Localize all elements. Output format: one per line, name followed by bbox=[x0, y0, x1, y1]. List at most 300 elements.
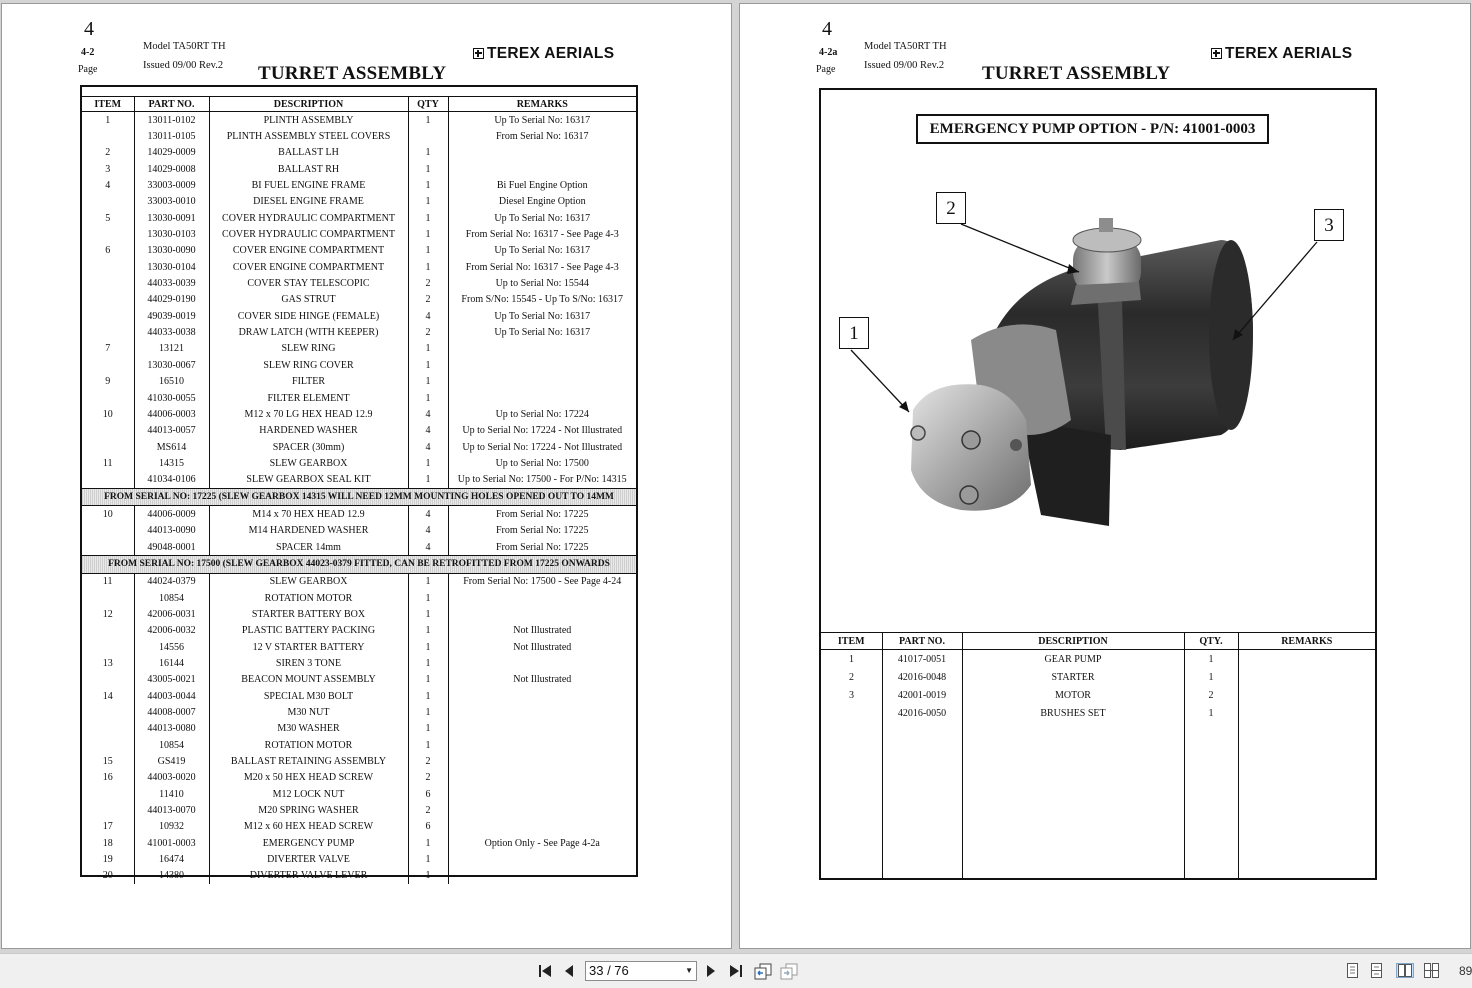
cell-qty: 4 bbox=[408, 439, 448, 455]
page-label: Page bbox=[816, 64, 836, 75]
cell-item: 11 bbox=[102, 457, 113, 469]
serial-range-banner bbox=[82, 488, 636, 505]
cell-qty: 1 bbox=[408, 835, 448, 851]
parts-table-header bbox=[821, 633, 1375, 650]
cell-remarks: Not Illustrated bbox=[448, 672, 636, 688]
cell-part-no: 44006-0009 bbox=[134, 506, 209, 523]
cell-qty: 1 bbox=[408, 455, 448, 471]
cell-remarks bbox=[448, 145, 636, 161]
cell-qty: 1 bbox=[408, 374, 448, 390]
cell-item: 17 bbox=[102, 821, 113, 833]
cell-qty: 1 bbox=[408, 226, 448, 242]
table-row bbox=[82, 523, 636, 539]
table-row bbox=[82, 704, 636, 720]
cell-item: 1 bbox=[105, 114, 111, 126]
cell-description: M12 x 60 HEX HEAD SCREW bbox=[209, 819, 408, 835]
cell-part-no: 10854 bbox=[134, 737, 209, 753]
table-row bbox=[82, 606, 636, 622]
brand-logo bbox=[473, 45, 614, 63]
table-row bbox=[82, 374, 636, 390]
cell-remarks: From S/No: 15545 - Up To S/No: 16317 bbox=[448, 292, 636, 308]
cell-item bbox=[82, 721, 134, 737]
cell-qty: 1 bbox=[1208, 707, 1214, 719]
cell-remarks: Up to Serial No: 17224 bbox=[448, 406, 636, 422]
cell-description: PLINTH ASSEMBLY bbox=[209, 112, 408, 129]
cell-description: SLEW GEARBOX bbox=[209, 573, 408, 590]
cell-qty: 1 bbox=[408, 639, 448, 655]
cell-description: BALLAST RETAINING ASSEMBLY bbox=[209, 753, 408, 769]
cell-description: DIVERTER VALVE bbox=[209, 851, 408, 867]
cell-item: 20 bbox=[102, 870, 113, 882]
two-page-icon[interactable] bbox=[1396, 963, 1414, 978]
cell-qty: 4 bbox=[408, 506, 448, 523]
diagram-frame bbox=[819, 88, 1377, 880]
cell-item: 10 bbox=[102, 408, 113, 420]
go-back-view-icon[interactable] bbox=[754, 963, 772, 984]
cell-part-no: 44024-0379 bbox=[134, 573, 209, 590]
cell-description: M20 SPRING WASHER bbox=[209, 802, 408, 818]
cell-description: SPACER (30mm) bbox=[209, 439, 408, 455]
table-row bbox=[82, 688, 636, 704]
cell-item bbox=[82, 259, 134, 275]
cell-remarks bbox=[448, 655, 636, 671]
cell-qty: 1 bbox=[408, 161, 448, 177]
col-qty: QTY. bbox=[1184, 633, 1238, 650]
model-label: Model TA50RT TH bbox=[143, 41, 226, 52]
cell-part-no: 33003-0009 bbox=[134, 177, 209, 193]
cell-qty: 1 bbox=[408, 112, 448, 129]
cell-qty bbox=[408, 128, 448, 144]
cell-part-no: 13030-0067 bbox=[134, 357, 209, 373]
cell-part-no: 16144 bbox=[134, 655, 209, 671]
cell-part-no: 41034-0106 bbox=[134, 472, 209, 489]
col-item: ITEM bbox=[821, 633, 882, 650]
cell-remarks bbox=[448, 851, 636, 867]
table-row bbox=[82, 672, 636, 688]
cell-qty: 1 bbox=[408, 851, 448, 867]
cell-description: M30 NUT bbox=[209, 704, 408, 720]
cell-remarks: Up to Serial No: 15544 bbox=[448, 275, 636, 291]
cell-part-no: 41030-0055 bbox=[134, 390, 209, 406]
page-title: TURRET ASSEMBLY bbox=[258, 63, 447, 84]
cell-remarks: Up to Serial No: 17224 - Not Illustrated bbox=[448, 439, 636, 455]
cell-qty: 1 bbox=[1208, 653, 1214, 665]
go-forward-view-icon[interactable] bbox=[780, 963, 798, 984]
cell-description: M12 LOCK NUT bbox=[209, 786, 408, 802]
zoom-level[interactable]: 89 bbox=[1459, 964, 1472, 978]
cell-item bbox=[82, 623, 134, 639]
cell-remarks bbox=[448, 786, 636, 802]
cell-part-no: 13030-0103 bbox=[134, 226, 209, 242]
cell-item: 6 bbox=[105, 245, 111, 257]
cell-item: 14 bbox=[102, 690, 113, 702]
table-row bbox=[82, 573, 636, 590]
col-part-no: PART NO. bbox=[882, 633, 962, 650]
table-row bbox=[82, 292, 636, 308]
cell-item bbox=[82, 390, 134, 406]
cell-part-no: 43005-0021 bbox=[134, 672, 209, 688]
cell-description: GEAR PUMP bbox=[1044, 653, 1102, 665]
cell-qty: 4 bbox=[408, 308, 448, 324]
table-row bbox=[82, 655, 636, 671]
cell-part-no: 13121 bbox=[134, 341, 209, 357]
col-qty: QTY bbox=[408, 97, 448, 112]
banner-text: FROM SERIAL NO: 17500 (SLEW GEARBOX 44023-0379 FITTED, CAN BE RETROFITTED FROM 17225 ONWARDS bbox=[82, 556, 636, 573]
cell-remarks: From Serial No: 17500 - See Page 4-24 bbox=[448, 573, 636, 590]
cell-item: 18 bbox=[102, 837, 113, 849]
cell-qty: 1 bbox=[408, 259, 448, 275]
table-row bbox=[82, 868, 636, 884]
cell-item: 9 bbox=[105, 376, 111, 388]
cell-item bbox=[82, 275, 134, 291]
col-remarks: REMARKS bbox=[1238, 633, 1375, 650]
cell-qty: 1 bbox=[408, 623, 448, 639]
table-row bbox=[82, 639, 636, 655]
cell-description: M12 x 70 LG HEX HEAD 12.9 bbox=[209, 406, 408, 422]
cell-part-no: 14380 bbox=[134, 868, 209, 884]
cell-description: DIESEL ENGINE FRAME bbox=[209, 194, 408, 210]
cell-description: HARDENED WASHER bbox=[209, 423, 408, 439]
cell-part-no: 44003-0020 bbox=[134, 770, 209, 786]
cell-remarks bbox=[448, 737, 636, 753]
cell-part-no: 16474 bbox=[134, 851, 209, 867]
cell-part-no: 44033-0038 bbox=[134, 324, 209, 340]
cell-description: M30 WASHER bbox=[209, 721, 408, 737]
table-row bbox=[82, 539, 636, 556]
table-row bbox=[82, 819, 636, 835]
table-row bbox=[82, 406, 636, 422]
cell-part-no: 44013-0080 bbox=[134, 721, 209, 737]
cell-part-no: 41017-0051 bbox=[897, 653, 947, 665]
col-part-no: PART NO. bbox=[134, 97, 209, 112]
page-title: TURRET ASSEMBLY bbox=[982, 63, 1171, 84]
cell-description: COVER SIDE HINGE (FEMALE) bbox=[209, 308, 408, 324]
cell-part-no: 10932 bbox=[134, 819, 209, 835]
cell-part-no: GS419 bbox=[134, 753, 209, 769]
cell-description: M20 x 50 HEX HEAD SCREW bbox=[209, 770, 408, 786]
cell-part-no: 42016-0050 bbox=[897, 707, 947, 719]
cell-qty: 1 bbox=[408, 737, 448, 753]
cell-qty: 4 bbox=[408, 539, 448, 556]
banner-text: FROM SERIAL NO: 17225 (SLEW GEARBOX 14315 WILL NEED 12MM MOUNTING HOLES OPENED OUT TO 14MM bbox=[82, 488, 636, 505]
cell-part-no: 33003-0010 bbox=[134, 194, 209, 210]
cell-description: COVER STAY TELESCOPIC bbox=[209, 275, 408, 291]
page-label: Page bbox=[78, 64, 98, 75]
cell-description: BEACON MOUNT ASSEMBLY bbox=[209, 672, 408, 688]
cell-description: GAS STRUT bbox=[209, 292, 408, 308]
cell-item: 19 bbox=[102, 854, 113, 866]
cell-item bbox=[82, 704, 134, 720]
cell-item: 16 bbox=[102, 772, 113, 784]
cell-item bbox=[82, 439, 134, 455]
cell-qty: 1 bbox=[408, 590, 448, 606]
cell-description: ROTATION MOTOR bbox=[209, 737, 408, 753]
cell-item bbox=[82, 672, 134, 688]
cell-remarks: From Serial No: 17225 bbox=[448, 523, 636, 539]
col-description: DESCRIPTION bbox=[209, 97, 408, 112]
col-description: DESCRIPTION bbox=[962, 633, 1184, 650]
cell-description: MOTOR bbox=[1055, 689, 1091, 701]
cell-description: PLASTIC BATTERY PACKING bbox=[209, 623, 408, 639]
cell-description: FILTER bbox=[209, 374, 408, 390]
cell-remarks: From Serial No: 16317 bbox=[448, 128, 636, 144]
cell-part-no: 13030-0104 bbox=[134, 259, 209, 275]
cell-description: COVER HYDRAULIC COMPARTMENT bbox=[209, 210, 408, 226]
table-row bbox=[82, 161, 636, 177]
cell-item bbox=[82, 590, 134, 606]
cell-description: M14 x 70 HEX HEAD 12.9 bbox=[209, 506, 408, 523]
cell-qty: 1 bbox=[408, 341, 448, 357]
cell-item: 11 bbox=[102, 576, 113, 588]
parts-table bbox=[82, 96, 636, 884]
cell-remarks: Up to Serial No: 17500 bbox=[448, 455, 636, 471]
cell-qty: 4 bbox=[408, 423, 448, 439]
cell-part-no: 44013-0090 bbox=[134, 523, 209, 539]
table-row bbox=[82, 275, 636, 291]
cell-qty: 2 bbox=[408, 802, 448, 818]
table-row bbox=[82, 802, 636, 818]
cell-remarks: Up To Serial No: 16317 bbox=[448, 210, 636, 226]
left-page bbox=[1, 3, 732, 949]
col-item: ITEM bbox=[82, 97, 134, 112]
cell-remarks: From Serial No: 17225 bbox=[448, 539, 636, 556]
cell-remarks bbox=[448, 753, 636, 769]
cell-part-no: 14029-0008 bbox=[134, 161, 209, 177]
cell-part-no: 44008-0007 bbox=[134, 704, 209, 720]
table-row bbox=[82, 390, 636, 406]
cell-description: SLEW GEARBOX SEAL KIT bbox=[209, 472, 408, 489]
cell-item bbox=[82, 423, 134, 439]
single-page-icon[interactable] bbox=[1346, 963, 1359, 978]
cell-description: DRAW LATCH (WITH KEEPER) bbox=[209, 324, 408, 340]
table-row bbox=[82, 472, 636, 489]
cell-description: BI FUEL ENGINE FRAME bbox=[209, 177, 408, 193]
serial-range-banner bbox=[82, 556, 636, 573]
cell-qty: 1 bbox=[408, 177, 448, 193]
next-page-icon[interactable] bbox=[705, 964, 717, 982]
two-page-continuous-icon[interactable] bbox=[1424, 963, 1439, 978]
cell-description: BALLAST LH bbox=[209, 145, 408, 161]
cell-qty: 1 bbox=[408, 390, 448, 406]
cell-description: ROTATION MOTOR bbox=[209, 590, 408, 606]
cell-item bbox=[82, 226, 134, 242]
cell-item: 2 bbox=[849, 671, 854, 683]
cell-qty: 1 bbox=[408, 472, 448, 489]
table-row bbox=[82, 357, 636, 373]
cell-description: SLEW RING COVER bbox=[209, 357, 408, 373]
cell-description: PLINTH ASSEMBLY STEEL COVERS bbox=[209, 128, 408, 144]
page-number-input[interactable] bbox=[585, 961, 697, 981]
cell-item bbox=[82, 539, 134, 556]
cell-part-no: 44033-0039 bbox=[134, 275, 209, 291]
cell-item bbox=[82, 786, 134, 802]
cell-qty: 1 bbox=[408, 704, 448, 720]
parts-table-header bbox=[82, 97, 636, 112]
cell-remarks: Bi Fuel Engine Option bbox=[448, 177, 636, 193]
terex-logo-icon bbox=[473, 48, 484, 59]
emergency-pump-illustration bbox=[821, 90, 1375, 630]
cell-part-no: 14315 bbox=[134, 455, 209, 471]
cell-description: FILTER ELEMENT bbox=[209, 390, 408, 406]
cell-remarks bbox=[448, 390, 636, 406]
page-ref: 4-2a bbox=[819, 47, 838, 58]
cell-item: 4 bbox=[105, 180, 111, 192]
cell-qty: 2 bbox=[408, 324, 448, 340]
cell-part-no: 16510 bbox=[134, 374, 209, 390]
right-page bbox=[739, 3, 1471, 949]
issued-label: Issued 09/00 Rev.2 bbox=[143, 60, 224, 71]
col-remarks: REMARKS bbox=[448, 97, 636, 112]
table-row bbox=[82, 194, 636, 210]
cell-item bbox=[82, 357, 134, 373]
table-row bbox=[82, 210, 636, 226]
cell-item bbox=[82, 472, 134, 489]
parts-table-frame bbox=[80, 85, 638, 882]
cell-remarks: Up To Serial No: 16317 bbox=[448, 324, 636, 340]
cell-remarks: Diesel Engine Option bbox=[448, 194, 636, 210]
callout-2: 2 bbox=[936, 192, 966, 224]
cell-part-no: 14556 bbox=[134, 639, 209, 655]
cell-part-no: 44029-0190 bbox=[134, 292, 209, 308]
table-row bbox=[82, 423, 636, 439]
table-row bbox=[82, 128, 636, 144]
cell-part-no: 13011-0102 bbox=[134, 112, 209, 129]
option-title: EMERGENCY PUMP OPTION - P/N: 41001-0003 bbox=[916, 114, 1269, 144]
cell-qty: 2 bbox=[408, 275, 448, 291]
cell-qty: 1 bbox=[408, 606, 448, 622]
cell-qty: 2 bbox=[408, 753, 448, 769]
cell-qty: 1 bbox=[408, 868, 448, 884]
cell-description: STARTER BATTERY BOX bbox=[209, 606, 408, 622]
cell-item: 12 bbox=[102, 608, 113, 620]
cell-item bbox=[82, 128, 134, 144]
callout-1: 1 bbox=[839, 317, 869, 349]
cell-part-no: 11410 bbox=[134, 786, 209, 802]
cell-part-no: 44003-0044 bbox=[134, 688, 209, 704]
cell-remarks bbox=[448, 704, 636, 720]
table-row bbox=[82, 226, 636, 242]
cell-qty: 1 bbox=[408, 210, 448, 226]
cell-description: SIREN 3 TONE bbox=[209, 655, 408, 671]
cell-description: STARTER bbox=[1051, 671, 1095, 683]
cell-remarks bbox=[448, 721, 636, 737]
cell-part-no: 44006-0003 bbox=[134, 406, 209, 422]
cell-remarks: From Serial No: 16317 - See Page 4-3 bbox=[448, 259, 636, 275]
cell-item bbox=[82, 523, 134, 539]
cell-qty: 1 bbox=[408, 672, 448, 688]
cell-qty: 1 bbox=[408, 357, 448, 373]
cell-qty: 6 bbox=[408, 819, 448, 835]
table-row bbox=[82, 145, 636, 161]
cell-remarks: From Serial No: 17225 bbox=[448, 506, 636, 523]
table-row bbox=[82, 308, 636, 324]
cell-remarks bbox=[448, 770, 636, 786]
cell-item: 7 bbox=[105, 343, 111, 355]
table-row bbox=[82, 770, 636, 786]
cell-qty: 1 bbox=[408, 145, 448, 161]
cell-part-no: 13030-0091 bbox=[134, 210, 209, 226]
table-row bbox=[82, 324, 636, 340]
cell-part-no: 49048-0001 bbox=[134, 539, 209, 556]
brand-name: TEREX AERIALS bbox=[487, 45, 615, 62]
cell-qty: 1 bbox=[408, 655, 448, 671]
cell-item: 1 bbox=[849, 653, 854, 665]
cell-part-no: 14029-0009 bbox=[134, 145, 209, 161]
cell-part-no: 44013-0070 bbox=[134, 802, 209, 818]
viewer-toolbar bbox=[0, 953, 1472, 988]
cell-description: COVER HYDRAULIC COMPARTMENT bbox=[209, 226, 408, 242]
cell-qty: 1 bbox=[408, 194, 448, 210]
cell-item bbox=[82, 737, 134, 753]
terex-logo-icon bbox=[1211, 48, 1222, 59]
cell-item: 15 bbox=[102, 756, 113, 768]
table-row bbox=[82, 341, 636, 357]
cell-item bbox=[82, 194, 134, 210]
model-label: Model TA50RT TH bbox=[864, 41, 947, 52]
cell-remarks: Option Only - See Page 4-2a bbox=[448, 835, 636, 851]
cell-remarks bbox=[448, 688, 636, 704]
brand-logo bbox=[1211, 45, 1352, 63]
cell-qty: 1 bbox=[408, 243, 448, 259]
cell-remarks bbox=[448, 374, 636, 390]
cell-item: 3 bbox=[849, 689, 854, 701]
cell-description: COVER ENGINE COMPARTMENT bbox=[209, 243, 408, 259]
table-row bbox=[82, 506, 636, 523]
cell-part-no: 13030-0090 bbox=[134, 243, 209, 259]
cell-item bbox=[82, 308, 134, 324]
cell-qty: 1 bbox=[408, 573, 448, 590]
continuous-icon[interactable] bbox=[1370, 963, 1383, 978]
cell-remarks bbox=[448, 161, 636, 177]
previous-page-icon[interactable] bbox=[563, 964, 575, 982]
cell-part-no: 49039-0019 bbox=[134, 308, 209, 324]
cell-qty: 4 bbox=[408, 523, 448, 539]
cell-part-no: 44013-0057 bbox=[134, 423, 209, 439]
cell-item bbox=[82, 802, 134, 818]
cell-qty: 2 bbox=[1208, 689, 1214, 701]
chevron-down-icon[interactable]: ▼ bbox=[685, 966, 693, 975]
cell-part-no: 41001-0003 bbox=[134, 835, 209, 851]
table-row bbox=[82, 623, 636, 639]
cell-remarks bbox=[448, 819, 636, 835]
cell-description: M14 HARDENED WASHER bbox=[209, 523, 408, 539]
cell-remarks bbox=[448, 341, 636, 357]
cell-item: 2 bbox=[105, 147, 111, 159]
cell-item bbox=[82, 324, 134, 340]
last-page-icon[interactable] bbox=[729, 964, 743, 982]
cell-description: COVER ENGINE COMPARTMENT bbox=[209, 259, 408, 275]
cell-part-no: 42006-0031 bbox=[134, 606, 209, 622]
cell-qty: 2 bbox=[408, 770, 448, 786]
cell-description: SLEW RING bbox=[209, 341, 408, 357]
cell-remarks bbox=[448, 802, 636, 818]
cell-item bbox=[82, 292, 134, 308]
table-row bbox=[82, 786, 636, 802]
table-row bbox=[82, 259, 636, 275]
cell-description: DIVERTER VALVE LEVER bbox=[209, 868, 408, 884]
table-row bbox=[82, 851, 636, 867]
cell-item: 3 bbox=[105, 163, 111, 175]
cell-remarks: Up to Serial No: 17224 - Not Illustrated bbox=[448, 423, 636, 439]
cell-item bbox=[82, 639, 134, 655]
cell-remarks: Up To Serial No: 16317 bbox=[448, 112, 636, 129]
table-row bbox=[82, 753, 636, 769]
cell-remarks: From Serial No: 16317 - See Page 4-3 bbox=[448, 226, 636, 242]
first-page-icon[interactable] bbox=[538, 964, 552, 982]
cell-part-no: 13011-0105 bbox=[134, 128, 209, 144]
cell-description: 12 V STARTER BATTERY bbox=[209, 639, 408, 655]
table-row bbox=[82, 439, 636, 455]
